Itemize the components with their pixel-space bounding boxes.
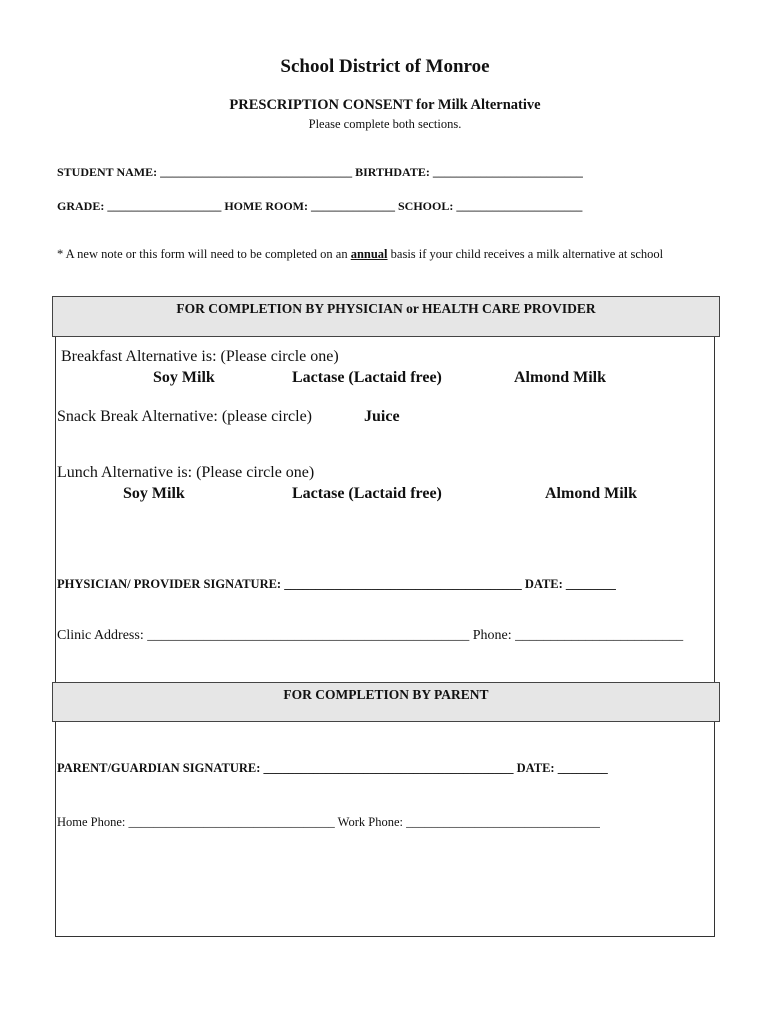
snack-label: Snack Break Alternative: (please circle) [57, 408, 312, 425]
lunch-option-almond[interactable]: Almond Milk [545, 485, 638, 502]
lunch-label: Lunch Alternative is: (Please circle one) [57, 464, 315, 481]
phone-fields[interactable]: Home Phone: _________________________________ Work Phone: _______________________________ [57, 815, 600, 829]
breakfast-option-soy[interactable]: Soy Milk [153, 369, 215, 386]
note-emphasis: annual [350, 247, 388, 261]
parent-section-header [52, 682, 720, 722]
student-name-field[interactable]: STUDENT NAME: ________________________________ BIRTHDATE: _________________________ [57, 165, 583, 179]
parent-signature-field[interactable]: PARENT/GUARDIAN SIGNATURE: ________________________________________ DATE: ________ [57, 761, 608, 775]
breakfast-label: Breakfast Alternative is: (Please circle one) [61, 348, 339, 365]
snack-option-juice[interactable]: Juice [364, 408, 400, 425]
physician-section-header [52, 296, 720, 337]
form-subtitle: PRESCRIPTION CONSENT for Milk Alternative [229, 97, 541, 113]
form-title: School District of Monroe [280, 56, 490, 77]
lunch-option-soy[interactable]: Soy Milk [123, 485, 185, 502]
grade-field[interactable]: GRADE: ___________________ HOME ROOM: ______________ SCHOOL: _____________________ [57, 199, 583, 213]
physician-header-text: FOR COMPLETION BY PHYSICIAN or HEALTH CARE PROVIDER [176, 301, 596, 316]
lunch-option-lactase[interactable]: Lactase (Lactaid free) [292, 485, 442, 502]
parent-header-text: FOR COMPLETION BY PARENT [283, 687, 489, 702]
note-suffix: basis if your child receives a milk alternative at school [387, 247, 664, 261]
form-instructions: Please complete both sections. [308, 117, 462, 131]
breakfast-option-lactase[interactable]: Lactase (Lactaid free) [292, 369, 442, 386]
clinic-address-field[interactable]: Clinic Address: ______________________________________________ Phone: ________________________ [57, 628, 684, 643]
breakfast-option-almond[interactable]: Almond Milk [514, 369, 607, 386]
annual-note [57, 246, 707, 263]
note-prefix: * A new note or this form will need to be completed on an [57, 247, 351, 261]
physician-signature-field[interactable]: PHYSICIAN/ PROVIDER SIGNATURE: ______________________________________ DATE: ________ [57, 577, 616, 591]
